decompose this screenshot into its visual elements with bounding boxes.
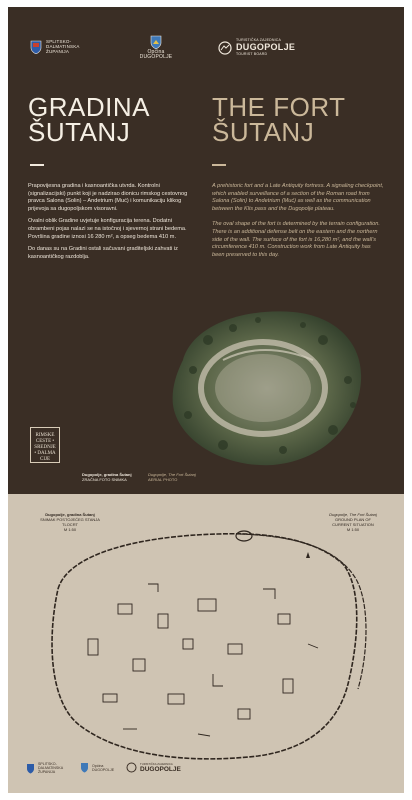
title-hr-line1: GRADINA bbox=[28, 92, 150, 122]
footer-logo-municipality bbox=[80, 762, 120, 773]
stamp-line2: CESTE • bbox=[35, 439, 55, 444]
stamp-line4: • DALMA bbox=[34, 451, 56, 456]
stamp-line3: SREDNJE bbox=[34, 445, 56, 450]
info-panel bbox=[8, 7, 404, 793]
caption-plan-hr-bold: Dugopolje, gradina Šutanj bbox=[45, 512, 95, 517]
logo-tourist-board-sub: TOURIST BOARD bbox=[236, 52, 268, 56]
title-en-line2: ŠUTANJ bbox=[212, 117, 315, 147]
text-en-p1: A prehistoric fort and a Late Antiquity fortress. A signaling checkpoint, which enabled surveillance of a section of the Roman road from Salona (Solin) to Andetrium (Muć) as well as the communication between the Klis pass and the Dugopolje plateau. bbox=[212, 183, 384, 212]
caption-photo-hr-bold: Dugopolje, gradina Šutanj bbox=[82, 472, 132, 477]
county-crest-icon bbox=[30, 40, 42, 54]
caption-plan-en-3: M 1:50 bbox=[346, 527, 360, 532]
text-hr-p2: Ovalni oblik Gradine uvjetuje konfiguracija terena. Dodatni obrambeni pojas nalazi se na istočnoj i sjevernoj strani bedema. Površina gradine iznosi 16 280 m², a opseg bedema 410 m. bbox=[28, 218, 187, 240]
footer-logo-tb-small: TURISTIČKA ZAJEDNICA bbox=[140, 762, 173, 766]
top-section bbox=[8, 7, 404, 494]
tourist-board-emblem-icon bbox=[218, 41, 232, 55]
footer-municipality-crest-icon bbox=[80, 762, 89, 773]
ground-plan-drawing bbox=[8, 494, 404, 793]
footer-logo-county-text: SPLITSKO-DALMATINSKA ŽUPANIJA bbox=[38, 762, 63, 774]
caption-photo-hr-sub: ZRAČNA FOTO SNIMKA bbox=[82, 477, 127, 482]
text-en-p2: The oval shape of the fort is determined by the terrain configuration. There is an additional defense belt on the eastern and the northern side of the wall. The surface of the fort is 16,280 m², and the wall's circumference 410 m. Construction work from Late Antiquity has been preserved to this day. bbox=[212, 221, 380, 258]
footer-logo-tb-main: DUGOPOLJE bbox=[140, 766, 181, 773]
caption-plan-hr-2: TLOCRT bbox=[62, 522, 78, 527]
title-divider-hr bbox=[30, 164, 44, 166]
logo-municipality-text: Općina DUGOPOLJE bbox=[139, 49, 173, 60]
title-croatian bbox=[28, 92, 150, 147]
caption-plan-hr-1: SNIMAK POSTOJEĆEG STANJA bbox=[40, 517, 100, 522]
footer-logo-county bbox=[26, 762, 70, 774]
header-logos bbox=[8, 35, 404, 65]
bottom-section bbox=[8, 494, 404, 793]
title-divider-en bbox=[212, 164, 226, 166]
roman-roads-stamp bbox=[30, 427, 60, 463]
title-en-line1: THE FORT bbox=[212, 92, 346, 122]
text-hr-p1: Prapovijesna gradina i kasnoantička utvrda. Kontrolni (signalizacijski) punkt koji je nadzirao dionicu rimskog cestovnog pravca Salona (Solin) – Andetrium (Muć) i komunikaciju klikog prijevoja sa dugopoljskom visoravni. bbox=[28, 183, 188, 212]
logo-municipality bbox=[136, 35, 176, 60]
title-english bbox=[212, 92, 346, 147]
caption-photo-hr bbox=[82, 472, 132, 482]
logo-county bbox=[30, 39, 86, 54]
caption-plan-en-1: GROUND PLAN OF bbox=[334, 517, 371, 522]
text-hr-p3: Do danas su na Gradini ostali sačuvani graditeljski zahvati iz kasnoantičkog razdoblja. bbox=[28, 246, 178, 260]
logo-tourist-board bbox=[218, 38, 295, 57]
caption-photo-en-bold: Dugopolje, The Fort Šutanj bbox=[148, 472, 196, 477]
text-hr bbox=[28, 183, 196, 261]
caption-plan-en-2: CURRENT SITUATION bbox=[332, 522, 374, 527]
stamp-line5: CIJE bbox=[40, 457, 50, 462]
logo-county-text: SPLITSKO-DALMATINSKA ŽUPANIJA bbox=[46, 39, 80, 54]
aerial-photo bbox=[163, 300, 368, 470]
municipality-crest-icon bbox=[150, 35, 162, 49]
caption-photo-en-sub: AERIAL PHOTO bbox=[148, 477, 178, 482]
caption-plan-en-bold: Dugopolje, The Fort Šutanj bbox=[329, 512, 377, 517]
footer-county-crest-icon bbox=[26, 763, 35, 774]
logo-tourist-board-main: DUGOPOLJE bbox=[236, 42, 296, 52]
footer-logos bbox=[8, 762, 404, 784]
footer-tourist-board-emblem-icon bbox=[126, 762, 137, 773]
footer-logo-tourist-board bbox=[126, 762, 181, 773]
stamp-line1: RIMSKE bbox=[35, 433, 55, 438]
logo-tourist-board-small: TURISTIČKA ZAJEDNICA bbox=[236, 38, 282, 42]
text-en bbox=[212, 183, 384, 259]
footer-logo-municipality-text: Općina DUGOPOLJE bbox=[92, 763, 115, 772]
title-hr-line2: ŠUTANJ bbox=[28, 117, 131, 147]
caption-plan-hr-3: M 1:50 bbox=[63, 527, 77, 532]
caption-photo-en bbox=[148, 472, 196, 482]
